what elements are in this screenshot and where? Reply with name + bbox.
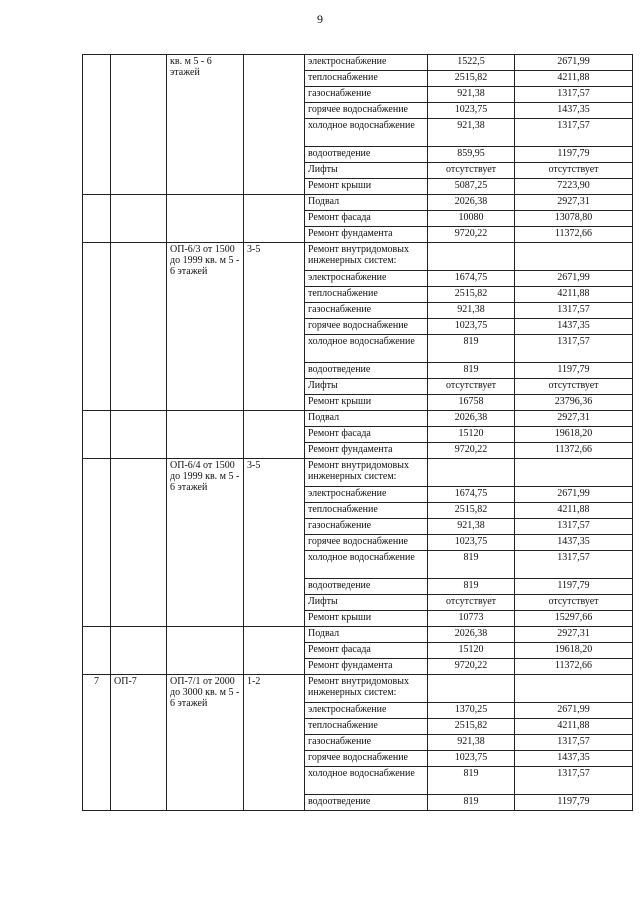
limit-value-cell: 1437,35: [515, 103, 633, 119]
work-type-cell: Лифты: [305, 163, 428, 179]
limit-value-cell: 1317,57: [515, 119, 633, 147]
object-code-cell: [111, 459, 167, 627]
cost-value-cell: 2026,38: [428, 195, 515, 211]
object-code-cell: [111, 411, 167, 459]
limit-value-cell: 23796,36: [515, 395, 633, 411]
floors-cell: 1-2: [244, 675, 305, 811]
limit-value-cell: 1317,57: [515, 551, 633, 579]
object-code-cell: [111, 55, 167, 195]
object-code-cell: [111, 195, 167, 243]
cost-value-cell: 15120: [428, 427, 515, 443]
cost-value-cell: 1023,75: [428, 751, 515, 767]
work-type-cell: Подвал: [305, 195, 428, 211]
cost-value-cell: 1674,75: [428, 271, 515, 287]
limit-value-cell: 2671,99: [515, 703, 633, 719]
cost-value-cell: 2026,38: [428, 627, 515, 643]
work-type-cell: Лифты: [305, 379, 428, 395]
limit-value-cell: 4211,88: [515, 287, 633, 303]
cost-value-cell: [428, 675, 515, 703]
page-number: 9: [317, 12, 323, 26]
cost-value-cell: 1370,25: [428, 703, 515, 719]
cost-value-cell: 819: [428, 335, 515, 363]
floors-cell: [244, 627, 305, 675]
work-type-cell: водоотведение: [305, 363, 428, 379]
object-description-cell: ОП-7/1 от 2000 до 3000 кв. м 5 - 6 этажей: [167, 675, 244, 811]
cost-value-cell: отсутствует: [428, 163, 515, 179]
work-type-cell: горячее водоснабжение: [305, 535, 428, 551]
cost-value-cell: 10080: [428, 211, 515, 227]
limit-value-cell: 2671,99: [515, 271, 633, 287]
object-code-cell: ОП-7: [111, 675, 167, 811]
limit-value-cell: отсутствует: [515, 379, 633, 395]
work-type-cell: Ремонт фасада: [305, 643, 428, 659]
table-row: [83, 411, 633, 427]
work-type-cell: электроснабжение: [305, 55, 428, 71]
work-type-cell: теплоснабжение: [305, 719, 428, 735]
floors-cell: 3-5: [244, 459, 305, 627]
table-row: [83, 627, 633, 643]
floors-cell: [244, 411, 305, 459]
work-type-cell: Ремонт фасада: [305, 427, 428, 443]
cost-value-cell: 1522,5: [428, 55, 515, 71]
work-type-cell: теплоснабжение: [305, 71, 428, 87]
limit-value-cell: [515, 243, 633, 271]
cost-value-cell: отсутствует: [428, 595, 515, 611]
work-type-cell: холодное водоснабжение: [305, 551, 428, 579]
floors-cell: [244, 195, 305, 243]
item-number-cell: 7: [83, 675, 111, 811]
limit-value-cell: 11372,66: [515, 443, 633, 459]
cost-value-cell: 9720,22: [428, 659, 515, 675]
tariff-table: [82, 54, 633, 811]
cost-value-cell: 10773: [428, 611, 515, 627]
work-type-cell: теплоснабжение: [305, 503, 428, 519]
work-type-cell: Ремонт фундамента: [305, 227, 428, 243]
limit-value-cell: 1317,57: [515, 87, 633, 103]
work-type-cell: газоснабжение: [305, 519, 428, 535]
work-type-cell: Ремонт внутридомовых инженерных систем:: [305, 459, 428, 487]
limit-value-cell: 2927,31: [515, 411, 633, 427]
item-number-cell: [83, 243, 111, 411]
limit-value-cell: 1317,57: [515, 519, 633, 535]
work-type-cell: Ремонт фасада: [305, 211, 428, 227]
limit-value-cell: 1317,57: [515, 303, 633, 319]
table-row: [83, 459, 633, 487]
work-type-cell: газоснабжение: [305, 87, 428, 103]
limit-value-cell: 19618,20: [515, 643, 633, 659]
limit-value-cell: 15297,66: [515, 611, 633, 627]
object-code-cell: [111, 627, 167, 675]
object-description-cell: ОП-6/3 от 1500 до 1999 кв. м 5 - 6 этажей: [167, 243, 244, 411]
work-type-cell: водоотведение: [305, 147, 428, 163]
cost-value-cell: 921,38: [428, 119, 515, 147]
limit-value-cell: 4211,88: [515, 719, 633, 735]
work-type-cell: Ремонт крыши: [305, 611, 428, 627]
object-description-cell: ОП-6/4 от 1500 до 1999 кв. м 5 - 6 этажей: [167, 459, 244, 627]
cost-value-cell: 921,38: [428, 735, 515, 751]
cost-value-cell: [428, 243, 515, 271]
cost-value-cell: 819: [428, 767, 515, 795]
table-row: [83, 675, 633, 703]
cost-value-cell: 819: [428, 363, 515, 379]
work-type-cell: Ремонт фундамента: [305, 659, 428, 675]
work-type-cell: холодное водоснабжение: [305, 767, 428, 795]
work-type-cell: Подвал: [305, 627, 428, 643]
cost-value-cell: 2026,38: [428, 411, 515, 427]
cost-value-cell: 1674,75: [428, 487, 515, 503]
limit-value-cell: 4211,88: [515, 71, 633, 87]
limit-value-cell: 1437,35: [515, 535, 633, 551]
work-type-cell: электроснабжение: [305, 271, 428, 287]
work-type-cell: теплоснабжение: [305, 287, 428, 303]
floors-cell: 3-5: [244, 243, 305, 411]
cost-value-cell: 819: [428, 551, 515, 579]
limit-value-cell: 1197,79: [515, 795, 633, 811]
cost-value-cell: 819: [428, 579, 515, 595]
limit-value-cell: 2671,99: [515, 55, 633, 71]
cost-value-cell: 9720,22: [428, 443, 515, 459]
object-code-cell: [111, 243, 167, 411]
limit-value-cell: 1437,35: [515, 319, 633, 335]
item-number-cell: [83, 55, 111, 195]
limit-value-cell: 1437,35: [515, 751, 633, 767]
limit-value-cell: 1197,79: [515, 579, 633, 595]
limit-value-cell: 1197,79: [515, 363, 633, 379]
work-type-cell: Ремонт внутридомовых инженерных систем:: [305, 675, 428, 703]
cost-value-cell: 1023,75: [428, 103, 515, 119]
cost-value-cell: 859,95: [428, 147, 515, 163]
work-type-cell: электроснабжение: [305, 487, 428, 503]
cost-value-cell: 2515,82: [428, 287, 515, 303]
limit-value-cell: 19618,20: [515, 427, 633, 443]
work-type-cell: Ремонт крыши: [305, 395, 428, 411]
work-type-cell: Ремонт внутридомовых инженерных систем:: [305, 243, 428, 271]
table-row: [83, 243, 633, 271]
cost-value-cell: 2515,82: [428, 71, 515, 87]
work-type-cell: Лифты: [305, 595, 428, 611]
work-type-cell: холодное водоснабжение: [305, 335, 428, 363]
limit-value-cell: 7223,90: [515, 179, 633, 195]
item-number-cell: [83, 195, 111, 243]
work-type-cell: водоотведение: [305, 579, 428, 595]
cost-value-cell: 16758: [428, 395, 515, 411]
work-type-cell: горячее водоснабжение: [305, 103, 428, 119]
limit-value-cell: 1317,57: [515, 767, 633, 795]
cost-value-cell: [428, 459, 515, 487]
cost-value-cell: 1023,75: [428, 319, 515, 335]
item-number-cell: [83, 459, 111, 627]
limit-value-cell: отсутствует: [515, 595, 633, 611]
limit-value-cell: 4211,88: [515, 503, 633, 519]
work-type-cell: Ремонт фундамента: [305, 443, 428, 459]
object-description-cell: кв. м 5 - 6 этажей: [167, 55, 244, 195]
limit-value-cell: 11372,66: [515, 659, 633, 675]
work-type-cell: горячее водоснабжение: [305, 751, 428, 767]
object-description-cell: [167, 627, 244, 675]
cost-value-cell: 1023,75: [428, 535, 515, 551]
limit-value-cell: [515, 675, 633, 703]
object-description-cell: [167, 195, 244, 243]
table-row: [83, 195, 633, 211]
limit-value-cell: 2927,31: [515, 627, 633, 643]
cost-value-cell: 921,38: [428, 519, 515, 535]
cost-value-cell: 15120: [428, 643, 515, 659]
cost-value-cell: 819: [428, 795, 515, 811]
limit-value-cell: 1197,79: [515, 147, 633, 163]
limit-value-cell: 1317,57: [515, 335, 633, 363]
cost-value-cell: 5087,25: [428, 179, 515, 195]
work-type-cell: газоснабжение: [305, 735, 428, 751]
cost-value-cell: 2515,82: [428, 719, 515, 735]
limit-value-cell: 1317,57: [515, 735, 633, 751]
cost-value-cell: 2515,82: [428, 503, 515, 519]
limit-value-cell: 2927,31: [515, 195, 633, 211]
work-type-cell: газоснабжение: [305, 303, 428, 319]
limit-value-cell: 2671,99: [515, 487, 633, 503]
limit-value-cell: 13078,80: [515, 211, 633, 227]
cost-value-cell: 9720,22: [428, 227, 515, 243]
item-number-cell: [83, 627, 111, 675]
work-type-cell: Ремонт крыши: [305, 179, 428, 195]
work-type-cell: Подвал: [305, 411, 428, 427]
cost-value-cell: 921,38: [428, 303, 515, 319]
limit-value-cell: [515, 459, 633, 487]
work-type-cell: холодное водоснабжение: [305, 119, 428, 147]
object-description-cell: [167, 411, 244, 459]
work-type-cell: водоотведение: [305, 795, 428, 811]
cost-value-cell: отсутствует: [428, 379, 515, 395]
table-row: [83, 55, 633, 71]
limit-value-cell: отсутствует: [515, 163, 633, 179]
item-number-cell: [83, 411, 111, 459]
work-type-cell: горячее водоснабжение: [305, 319, 428, 335]
floors-cell: [244, 55, 305, 195]
limit-value-cell: 11372,66: [515, 227, 633, 243]
cost-value-cell: 921,38: [428, 87, 515, 103]
work-type-cell: электроснабжение: [305, 703, 428, 719]
